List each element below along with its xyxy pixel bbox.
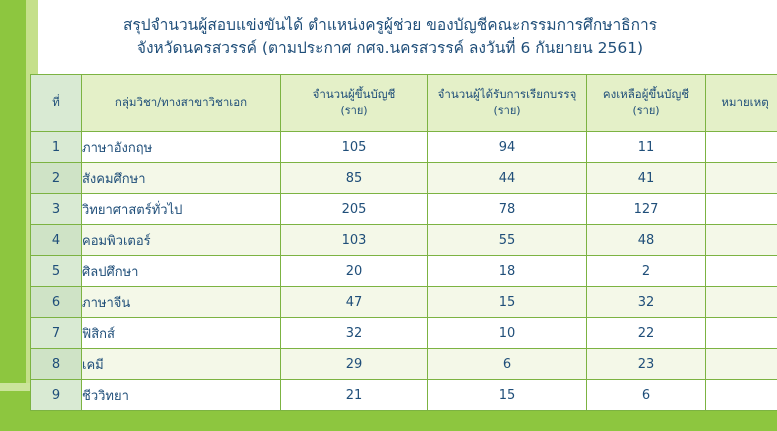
page-title [40, 14, 740, 61]
cell-remaining: 48 [587, 225, 706, 256]
cell-listed: 20 [281, 256, 428, 287]
cell-subject: คอมพิวเตอร์ [82, 225, 281, 256]
header-label-remaining: คงเหลือผู้ขึ้นบัญชี [602, 87, 690, 102]
title-line-1: สรุปจำนวนผู้สอบแข่งขันได้ ตำแหน่งครูผู้ช่วย ของบัญชีคณะกรรมการศึกษาธิการ [122, 16, 658, 34]
header-unit-remaining: (ราย) [632, 104, 660, 118]
cell-remaining: 22 [587, 318, 706, 349]
cell-listed: 103 [281, 225, 428, 256]
cell-remaining: 127 [587, 194, 706, 225]
cell-appointed: 15 [428, 380, 587, 411]
cell-note [706, 194, 777, 225]
cell-note [706, 349, 777, 380]
table-row [31, 225, 777, 256]
header-unit-listed: (ราย) [340, 104, 368, 118]
cell-note [706, 256, 777, 287]
cell-listed: 105 [281, 132, 428, 163]
cell-no: 9 [31, 380, 82, 411]
header-unit-appointed: (ราย) [493, 104, 521, 118]
cell-appointed: 15 [428, 287, 587, 318]
header-cell-no [31, 75, 82, 132]
table-header [31, 75, 777, 132]
cell-subject: ชีววิทยา [82, 380, 281, 411]
cell-no: 1 [31, 132, 82, 163]
cell-listed: 21 [281, 380, 428, 411]
cell-appointed: 55 [428, 225, 587, 256]
table-row [31, 349, 777, 380]
cell-appointed: 78 [428, 194, 587, 225]
table-row [31, 318, 777, 349]
cell-appointed: 6 [428, 349, 587, 380]
cell-note [706, 287, 777, 318]
cell-listed: 85 [281, 163, 428, 194]
cell-no: 3 [31, 194, 82, 225]
header-cell-note [706, 75, 777, 132]
cell-remaining: 23 [587, 349, 706, 380]
cell-note [706, 380, 777, 411]
header-cell-listed [281, 75, 428, 132]
header-label-listed: จำนวนผู้ขึ้นบัญชี [312, 87, 396, 102]
table-row [31, 194, 777, 225]
cell-no: 4 [31, 225, 82, 256]
cell-no: 2 [31, 163, 82, 194]
cell-note [706, 318, 777, 349]
cell-appointed: 10 [428, 318, 587, 349]
cell-no: 7 [31, 318, 82, 349]
cell-note [706, 225, 777, 256]
cell-subject: สังคมศึกษา [82, 163, 281, 194]
header-cell-subject [82, 75, 281, 132]
summary-table [30, 74, 777, 411]
cell-no: 5 [31, 256, 82, 287]
header-cell-appointed [428, 75, 587, 132]
header-label-appointed: จำนวนผู้ได้รับการเรียกบรรจุ [437, 87, 577, 102]
cell-listed: 205 [281, 194, 428, 225]
header-label-no: ที่ [52, 95, 60, 110]
cell-subject: ฟิสิกส์ [82, 318, 281, 349]
cell-note [706, 132, 777, 163]
cell-listed: 47 [281, 287, 428, 318]
cell-no: 8 [31, 349, 82, 380]
cell-remaining: 6 [587, 380, 706, 411]
cell-subject: เคมี [82, 349, 281, 380]
decorative-left-bar [0, 0, 26, 431]
table-row [31, 380, 777, 411]
table-body [31, 132, 777, 411]
header-label-subject: กลุ่มวิชา/ทางสาขาวิชาเอก [114, 95, 248, 110]
cell-remaining: 32 [587, 287, 706, 318]
table-header-row [31, 75, 777, 132]
summary-table-container [30, 74, 769, 411]
cell-appointed: 94 [428, 132, 587, 163]
cell-subject: ศิลปศึกษา [82, 256, 281, 287]
header-cell-remaining [587, 75, 706, 132]
table-row [31, 163, 777, 194]
table-row [31, 256, 777, 287]
cell-note [706, 163, 777, 194]
cell-listed: 29 [281, 349, 428, 380]
cell-appointed: 18 [428, 256, 587, 287]
cell-remaining: 41 [587, 163, 706, 194]
title-line-2: จังหวัดนครสวรรค์ (ตามประกาศ กศจ.นครสวรรค์ ลงวันที่ 6 กันยายน 2561) [136, 39, 644, 58]
cell-remaining: 11 [587, 132, 706, 163]
header-label-note: หมายเหตุ [721, 95, 769, 110]
cell-listed: 32 [281, 318, 428, 349]
table-row [31, 132, 777, 163]
cell-remaining: 2 [587, 256, 706, 287]
cell-appointed: 44 [428, 163, 587, 194]
table-row [31, 287, 777, 318]
cell-no: 6 [31, 287, 82, 318]
cell-subject: ภาษาจีน [82, 287, 281, 318]
cell-subject: วิทยาศาสตร์ทั่วไป [82, 194, 281, 225]
cell-subject: ภาษาอังกฤษ [82, 132, 281, 163]
